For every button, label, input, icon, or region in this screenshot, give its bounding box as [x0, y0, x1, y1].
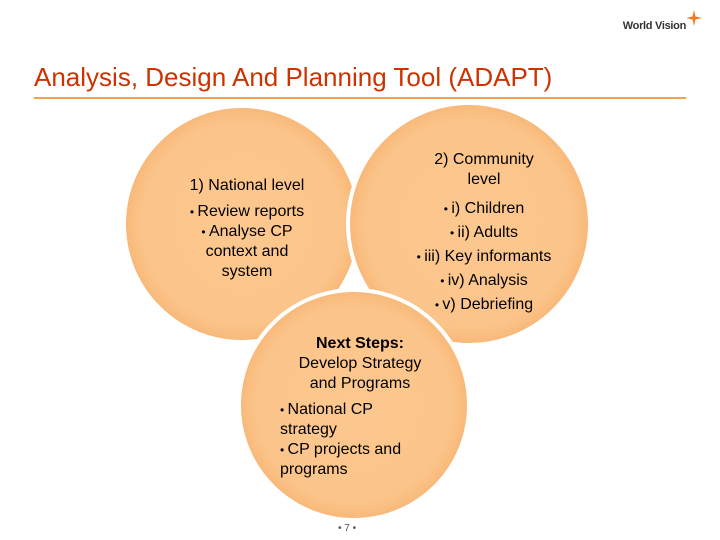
list-item: • iv) Analysis [395, 269, 573, 293]
list-item: • Analyse CP context and system [182, 222, 312, 282]
national-level-block [152, 176, 342, 282]
community-level-block [395, 150, 573, 317]
list-item: • CP projects and programs [280, 440, 430, 480]
next-steps-list [280, 400, 440, 480]
next-steps-heading: Next Steps: [315, 335, 405, 352]
next-steps-subheading: Develop Strategy and Programs [298, 355, 422, 392]
list-item: • Review reports [152, 202, 342, 222]
list-item: • v) Debriefing [395, 293, 573, 317]
page-title: Analysis, Design And Planning Tool (ADAPT) [34, 62, 553, 92]
national-heading: 1) National level [189, 177, 305, 194]
next-steps-block [280, 334, 440, 394]
page-number: • 7 • [338, 523, 357, 534]
list-item: • National CP strategy [280, 400, 400, 440]
national-list [152, 202, 342, 282]
logo-text: World Vision [622, 20, 686, 32]
list-item: • ii) Adults [395, 221, 573, 245]
list-item: • iii) Key informants [395, 245, 573, 269]
community-list [395, 197, 573, 317]
community-heading: 2) Community level [434, 151, 534, 188]
list-item: • i) Children [395, 197, 573, 221]
